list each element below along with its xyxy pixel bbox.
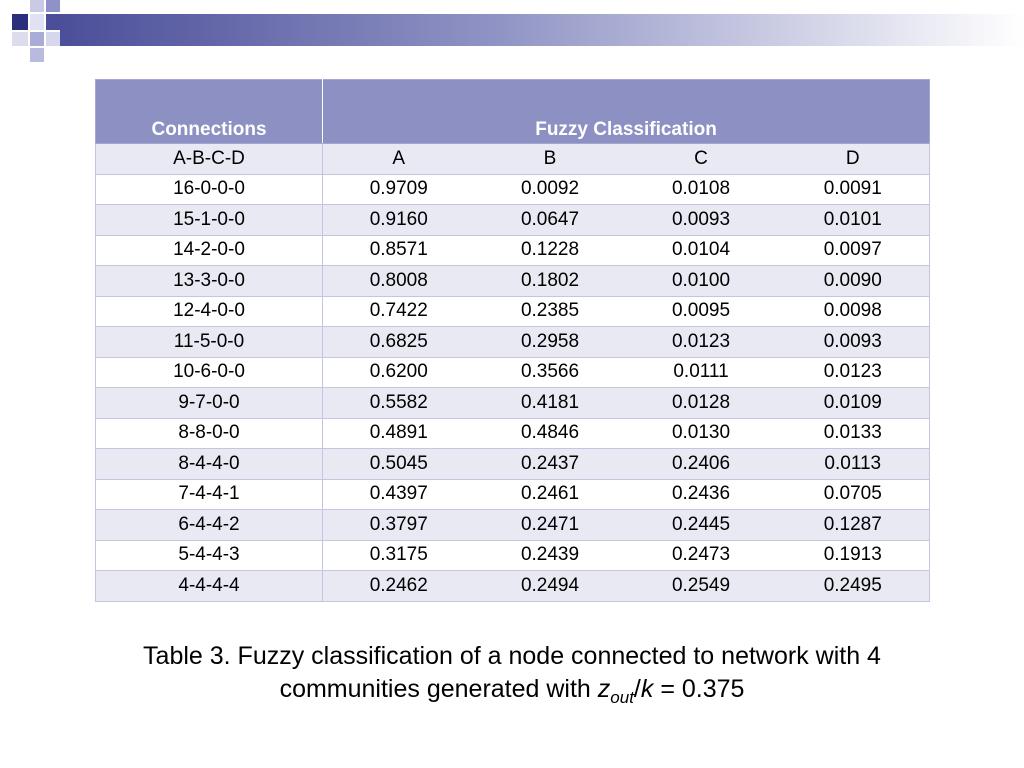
value-cell: 0.0090 xyxy=(777,266,930,297)
connections-cell: 7-4-4-1 xyxy=(96,479,323,510)
connections-cell: 16-0-0-0 xyxy=(96,174,323,205)
subheader-cell: A-B-C-D xyxy=(96,144,323,175)
value-cell: 0.0113 xyxy=(777,449,930,480)
value-cell: 0.8571 xyxy=(323,235,475,266)
value-cell: 0.0108 xyxy=(626,174,777,205)
table-row xyxy=(96,418,930,449)
table-caption xyxy=(40,640,984,714)
table-row xyxy=(96,540,930,571)
value-cell: 0.0123 xyxy=(777,357,930,388)
table-row xyxy=(96,357,930,388)
value-cell: 0.0092 xyxy=(475,174,626,205)
value-cell: 0.2495 xyxy=(777,571,930,602)
value-cell: 0.7422 xyxy=(323,296,475,327)
decorative-square xyxy=(46,32,60,46)
decorative-square xyxy=(30,0,44,12)
connections-cell: 11-5-0-0 xyxy=(96,327,323,358)
value-cell: 0.2406 xyxy=(626,449,777,480)
value-cell: 0.1228 xyxy=(475,235,626,266)
table-row xyxy=(96,571,930,602)
value-cell: 0.0104 xyxy=(626,235,777,266)
value-cell: 0.4397 xyxy=(323,479,475,510)
value-cell: 0.5045 xyxy=(323,449,475,480)
value-cell: 0.0093 xyxy=(626,205,777,236)
value-cell: 0.0133 xyxy=(777,418,930,449)
caption-slash: / xyxy=(633,675,641,703)
value-cell: 0.0095 xyxy=(626,296,777,327)
table-row xyxy=(96,205,930,236)
table-row xyxy=(96,327,930,358)
table-row xyxy=(96,174,930,205)
subheader-cell: B xyxy=(475,144,626,175)
value-cell: 0.2436 xyxy=(626,479,777,510)
decorative-square xyxy=(30,48,44,62)
value-cell: 0.0128 xyxy=(626,388,777,419)
value-cell: 0.2445 xyxy=(626,510,777,541)
value-cell: 0.0091 xyxy=(777,174,930,205)
connections-cell: 8-4-4-0 xyxy=(96,449,323,480)
value-cell: 0.1802 xyxy=(475,266,626,297)
caption-prefix: communities generated with xyxy=(279,675,598,703)
decorative-square xyxy=(46,0,60,12)
value-cell: 0.0109 xyxy=(777,388,930,419)
value-cell: 0.6200 xyxy=(323,357,475,388)
value-cell: 0.4891 xyxy=(323,418,475,449)
connections-cell: 8-8-0-0 xyxy=(96,418,323,449)
table-row xyxy=(96,235,930,266)
value-cell: 0.3566 xyxy=(475,357,626,388)
value-cell: 0.2439 xyxy=(475,540,626,571)
connections-cell: 9-7-0-0 xyxy=(96,388,323,419)
table-row xyxy=(96,388,930,419)
decorative-square xyxy=(12,14,28,30)
caption-var-k: k xyxy=(640,675,654,703)
value-cell: 0.1287 xyxy=(777,510,930,541)
caption-suffix: = 0.375 xyxy=(653,675,745,703)
decorative-square xyxy=(46,14,60,30)
subheader-cell: D xyxy=(777,144,930,175)
value-cell: 0.2471 xyxy=(475,510,626,541)
value-cell: 0.2437 xyxy=(475,449,626,480)
caption-var-sub: out xyxy=(610,688,634,707)
value-cell: 0.0705 xyxy=(777,479,930,510)
value-cell: 0.0123 xyxy=(626,327,777,358)
header-fuzzy-classification: Fuzzy Classification xyxy=(323,80,930,144)
decorative-square xyxy=(12,32,28,46)
connections-cell: 10-6-0-0 xyxy=(96,357,323,388)
caption-var-z: z xyxy=(597,675,611,703)
value-cell: 0.2462 xyxy=(323,571,475,602)
connections-cell: 13-3-0-0 xyxy=(96,266,323,297)
decorative-square xyxy=(30,14,44,30)
value-cell: 0.2461 xyxy=(475,479,626,510)
value-cell: 0.0093 xyxy=(777,327,930,358)
value-cell: 0.3797 xyxy=(323,510,475,541)
table-row xyxy=(96,510,930,541)
value-cell: 0.0100 xyxy=(626,266,777,297)
table-header-row xyxy=(96,80,930,144)
subheader-cell: A xyxy=(323,144,475,175)
value-cell: 0.4846 xyxy=(475,418,626,449)
value-cell: 0.1913 xyxy=(777,540,930,571)
connections-cell: 6-4-4-2 xyxy=(96,510,323,541)
value-cell: 0.0101 xyxy=(777,205,930,236)
connections-cell: 4-4-4-4 xyxy=(96,571,323,602)
value-cell: 0.6825 xyxy=(323,327,475,358)
value-cell: 0.2958 xyxy=(475,327,626,358)
value-cell: 0.8008 xyxy=(323,266,475,297)
caption-line-1: Table 3. Fuzzy classification of a node connected to network with 4 xyxy=(143,642,881,670)
value-cell: 0.0130 xyxy=(626,418,777,449)
value-cell: 0.2385 xyxy=(475,296,626,327)
connections-cell: 14-2-0-0 xyxy=(96,235,323,266)
connections-cell: 15-1-0-0 xyxy=(96,205,323,236)
value-cell: 0.0647 xyxy=(475,205,626,236)
header-gradient-bar xyxy=(60,14,1024,46)
value-cell: 0.0097 xyxy=(777,235,930,266)
connections-cell: 5-4-4-3 xyxy=(96,540,323,571)
value-cell: 0.9160 xyxy=(323,205,475,236)
value-cell: 0.5582 xyxy=(323,388,475,419)
table-row xyxy=(96,449,930,480)
value-cell: 0.2549 xyxy=(626,571,777,602)
value-cell: 0.9709 xyxy=(323,174,475,205)
subheader-cell: C xyxy=(626,144,777,175)
table-row xyxy=(96,266,930,297)
value-cell: 0.4181 xyxy=(475,388,626,419)
table-row xyxy=(96,296,930,327)
value-cell: 0.2473 xyxy=(626,540,777,571)
decorative-square xyxy=(30,32,44,46)
table-subheader-row xyxy=(96,144,930,175)
value-cell: 0.2494 xyxy=(475,571,626,602)
fuzzy-classification-table xyxy=(95,79,930,602)
value-cell: 0.0111 xyxy=(626,357,777,388)
caption-line-2 xyxy=(40,673,984,714)
table-row xyxy=(96,479,930,510)
value-cell: 0.3175 xyxy=(323,540,475,571)
connections-cell: 12-4-0-0 xyxy=(96,296,323,327)
value-cell: 0.0098 xyxy=(777,296,930,327)
header-connections: Connections xyxy=(96,80,323,144)
